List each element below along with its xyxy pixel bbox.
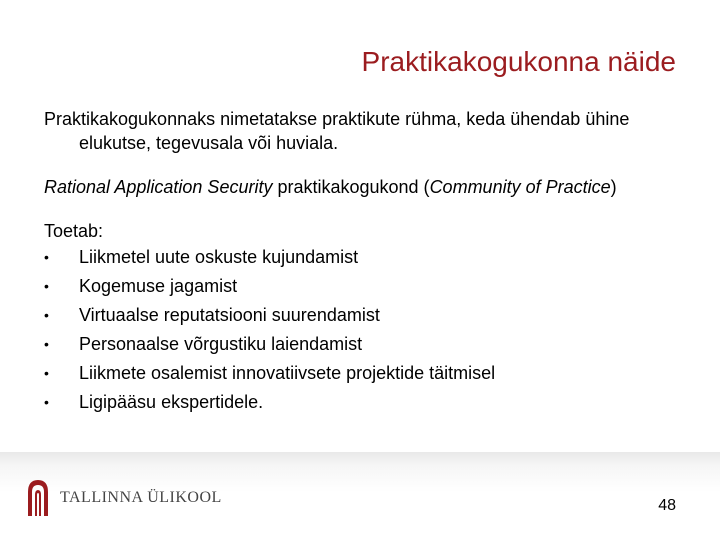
example-paragraph <box>44 175 684 199</box>
example-text: praktikakogukond ( <box>272 177 430 197</box>
list-item-text: Virtuaalse reputatsiooni suurendamist <box>79 305 380 325</box>
example-close-paren: ) <box>610 177 617 197</box>
list-item <box>44 301 684 330</box>
bullet-icon: • <box>44 307 49 323</box>
bullet-list <box>44 243 684 417</box>
bullet-icon: • <box>44 249 49 265</box>
bullet-icon: • <box>44 365 49 381</box>
definition-paragraph: Praktikakogukonnaks nimetatakse praktikute rühma, keda ühendab ühine elukutse, tegevusala või huviala. <box>44 109 630 153</box>
example-italic-english: Community of Practice <box>429 177 611 197</box>
list-item <box>44 388 684 417</box>
list-item-text: Liikmete osalemist innovatiivsete projektide täitmisel <box>79 363 496 383</box>
example-italic-term: Rational Application Security <box>44 177 273 197</box>
list-item <box>44 243 684 272</box>
list-item-text: Personaalse võrgustiku laiendamist <box>79 334 363 354</box>
supports-label: Toetab: <box>44 221 104 241</box>
slide-title: Praktikakogukonna näide <box>361 46 676 77</box>
bullet-icon: • <box>44 336 49 352</box>
slide-body <box>44 107 684 417</box>
list-item-text: Kogemuse jagamist <box>79 276 238 296</box>
bullet-icon: • <box>44 278 49 294</box>
logo-text: TALLINNA ÜLIKOOL <box>60 489 222 506</box>
list-item <box>44 272 684 301</box>
bullet-icon: • <box>44 394 49 410</box>
list-item-text: Ligipääsu ekspertidele. <box>79 392 264 412</box>
list-item-text: Liikmetel uute oskuste kujundamist <box>79 247 359 267</box>
page-number: 48 <box>658 497 676 514</box>
list-item <box>44 330 684 359</box>
list-item <box>44 359 684 388</box>
tallinn-university-logo-icon <box>26 478 50 516</box>
